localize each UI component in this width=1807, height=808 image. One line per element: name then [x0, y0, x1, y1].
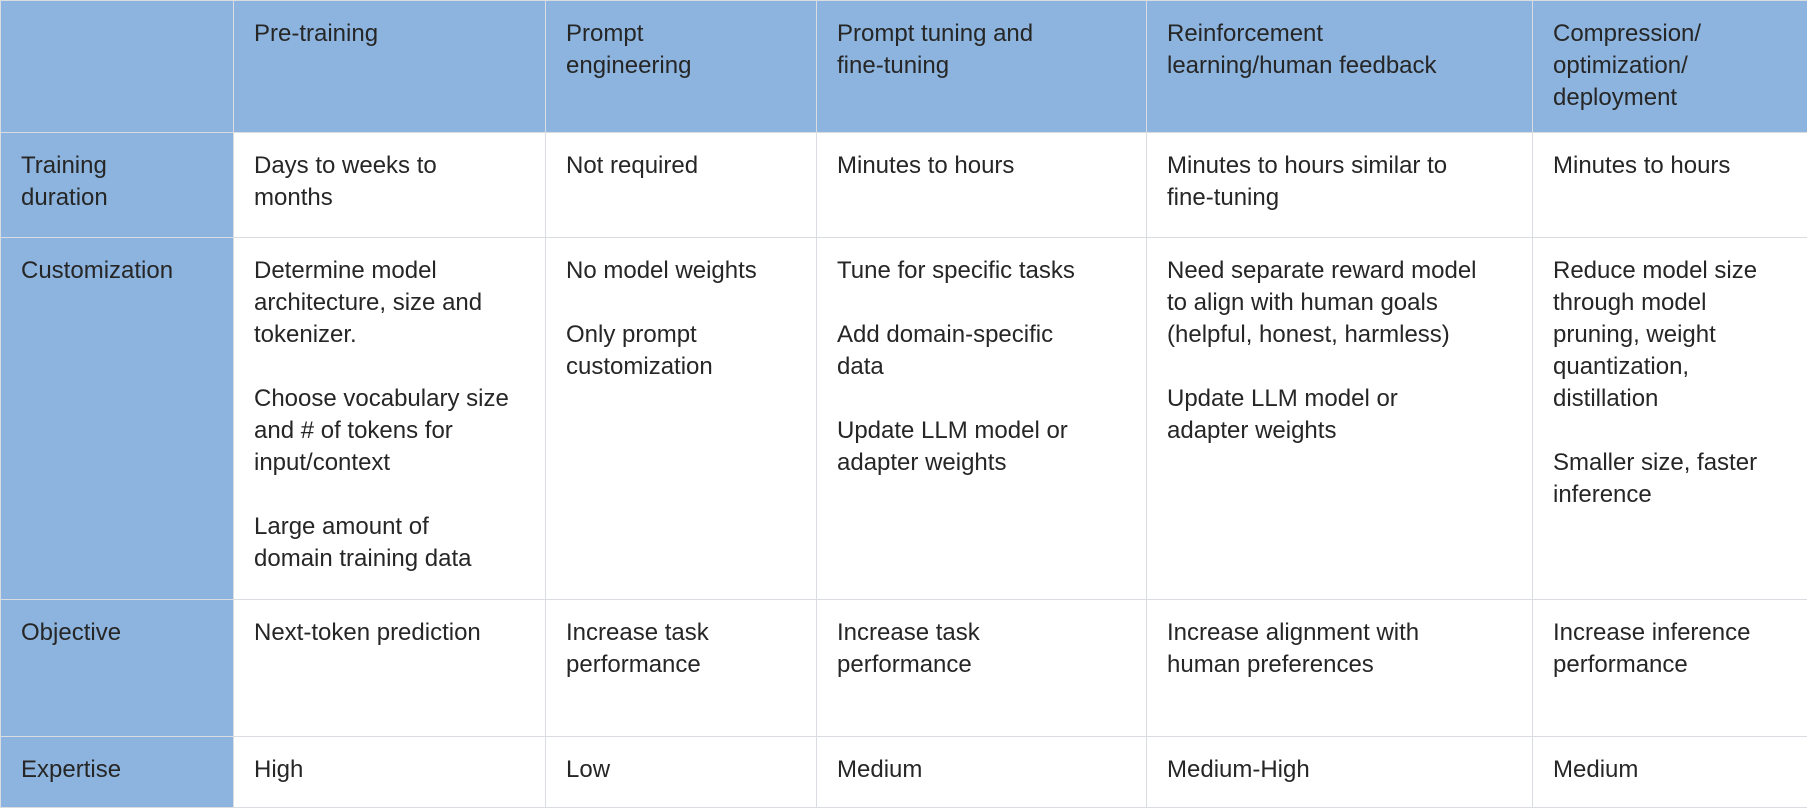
row-training-duration: [1, 133, 1807, 238]
cell-paragraph: [837, 754, 1126, 786]
table-cell: [546, 737, 817, 808]
cell-paragraph: [566, 150, 796, 182]
cell-paragraph: [1167, 150, 1512, 214]
cell-paragraph: [254, 383, 525, 479]
text-line: Expertise: [21, 754, 213, 786]
text-line: architecture, size and: [254, 287, 525, 319]
text-line: Tune for specific tasks: [837, 255, 1126, 287]
text-line: Medium: [837, 754, 1126, 786]
text-line: Reduce model size: [1553, 255, 1787, 287]
table-cell: [1533, 133, 1807, 238]
row-expertise: [1, 737, 1807, 808]
text-line: Not required: [566, 150, 796, 182]
column-header-rlhf: [1147, 1, 1533, 133]
cell-paragraph: [837, 617, 1126, 681]
text-line: adapter weights: [1167, 415, 1512, 447]
cell-paragraph: [1167, 754, 1512, 786]
cell-paragraph: [1167, 617, 1512, 681]
text-line: Add domain-specific: [837, 319, 1126, 351]
text-line: engineering: [566, 50, 796, 82]
text-line: Choose vocabulary size: [254, 383, 525, 415]
text-line: Large amount of: [254, 511, 525, 543]
text-line: domain training data: [254, 543, 525, 575]
text-line: months: [254, 182, 525, 214]
text-line: No model weights: [566, 255, 796, 287]
text-line: High: [254, 754, 525, 786]
row-label-expertise: [1, 737, 234, 808]
text-line: Need separate reward model: [1167, 255, 1512, 287]
cell-paragraph: [837, 255, 1126, 287]
header-row: [1, 1, 1807, 133]
text-line: deployment: [1553, 82, 1787, 114]
text-line: Compression/: [1553, 18, 1787, 50]
row-label-objective: [1, 600, 234, 737]
text-line: fine-tuning: [837, 50, 1126, 82]
cell-paragraph: [1553, 255, 1787, 415]
text-line: to align with human goals: [1167, 287, 1512, 319]
text-line: Prompt tuning and: [837, 18, 1126, 50]
cell-paragraph: [837, 150, 1126, 182]
cell-paragraph: [254, 754, 525, 786]
row-customization: [1, 238, 1807, 600]
cell-paragraph: [1167, 255, 1512, 351]
text-line: Medium: [1553, 754, 1787, 786]
column-header-prompt-engineering: [546, 1, 817, 133]
cell-paragraph: [566, 754, 796, 786]
row-label-customization: [1, 238, 234, 600]
cell-paragraph: [566, 255, 796, 287]
table-cell: [234, 600, 546, 737]
row-label-training-duration: [1, 133, 234, 238]
table-cell: [1147, 737, 1533, 808]
text-line: Prompt: [566, 18, 796, 50]
cell-paragraph: [1553, 150, 1787, 182]
text-line: Increase inference: [1553, 617, 1787, 649]
text-line: Pre-training: [254, 18, 525, 50]
text-line: Increase alignment with: [1167, 617, 1512, 649]
text-line: Smaller size, faster: [1553, 447, 1787, 479]
cell-paragraph: [837, 415, 1126, 479]
table-cell: [1533, 737, 1807, 808]
table-cell: [817, 238, 1147, 600]
text-line: pruning, weight: [1553, 319, 1787, 351]
text-line: performance: [566, 649, 796, 681]
text-line: Days to weeks to: [254, 150, 525, 182]
text-line: Objective: [21, 617, 213, 649]
text-line: Update LLM model or: [1167, 383, 1512, 415]
row-objective: [1, 600, 1807, 737]
text-line: human preferences: [1167, 649, 1512, 681]
text-line: performance: [1553, 649, 1787, 681]
table-cell: [546, 133, 817, 238]
text-line: data: [837, 351, 1126, 383]
cell-paragraph: [254, 150, 525, 214]
text-line: input/context: [254, 447, 525, 479]
text-line: Next-token prediction: [254, 617, 525, 649]
table-cell: [1147, 133, 1533, 238]
table-cell: [234, 133, 546, 238]
text-line: Minutes to hours similar to: [1167, 150, 1512, 182]
text-line: Reinforcement: [1167, 18, 1512, 50]
table-cell: [1533, 600, 1807, 737]
table-cell: [546, 238, 817, 600]
text-line: Medium-High: [1167, 754, 1512, 786]
table-cell: [817, 737, 1147, 808]
table-cell: [234, 238, 546, 600]
table-cell: [1147, 238, 1533, 600]
text-line: performance: [837, 649, 1126, 681]
table-cell: [1147, 600, 1533, 737]
cell-paragraph: [254, 511, 525, 575]
table-cell: [546, 600, 817, 737]
cell-paragraph: [1553, 447, 1787, 511]
text-line: adapter weights: [837, 447, 1126, 479]
text-line: inference: [1553, 479, 1787, 511]
text-line: Low: [566, 754, 796, 786]
column-header-prompt-tuning: [817, 1, 1147, 133]
cell-paragraph: [254, 255, 525, 351]
cell-paragraph: [566, 319, 796, 383]
table-cell: [1533, 238, 1807, 600]
cell-paragraph: [566, 617, 796, 681]
text-line: Minutes to hours: [1553, 150, 1787, 182]
text-line: Minutes to hours: [837, 150, 1126, 182]
text-line: (helpful, honest, harmless): [1167, 319, 1512, 351]
text-line: Increase task: [566, 617, 796, 649]
text-line: Increase task: [837, 617, 1126, 649]
text-line: duration: [21, 182, 213, 214]
text-line: Determine model: [254, 255, 525, 287]
corner-cell: [1, 1, 234, 133]
cell-paragraph: [837, 319, 1126, 383]
text-line: optimization/: [1553, 50, 1787, 82]
text-line: Customization: [21, 255, 213, 287]
text-line: Only prompt: [566, 319, 796, 351]
column-header-compression: [1533, 1, 1807, 133]
text-line: learning/human feedback: [1167, 50, 1512, 82]
cell-paragraph: [254, 617, 525, 649]
cell-paragraph: [1553, 617, 1787, 681]
text-line: quantization,: [1553, 351, 1787, 383]
text-line: Update LLM model or: [837, 415, 1126, 447]
column-header-pre-training: [234, 1, 546, 133]
text-line: and # of tokens for: [254, 415, 525, 447]
text-line: distillation: [1553, 383, 1787, 415]
text-line: customization: [566, 351, 796, 383]
cell-paragraph: [1167, 383, 1512, 447]
text-line: Training: [21, 150, 213, 182]
table-cell: [817, 133, 1147, 238]
table-cell: [234, 737, 546, 808]
text-line: fine-tuning: [1167, 182, 1512, 214]
cell-paragraph: [1553, 754, 1787, 786]
table-cell: [817, 600, 1147, 737]
text-line: tokenizer.: [254, 319, 525, 351]
text-line: through model: [1553, 287, 1787, 319]
